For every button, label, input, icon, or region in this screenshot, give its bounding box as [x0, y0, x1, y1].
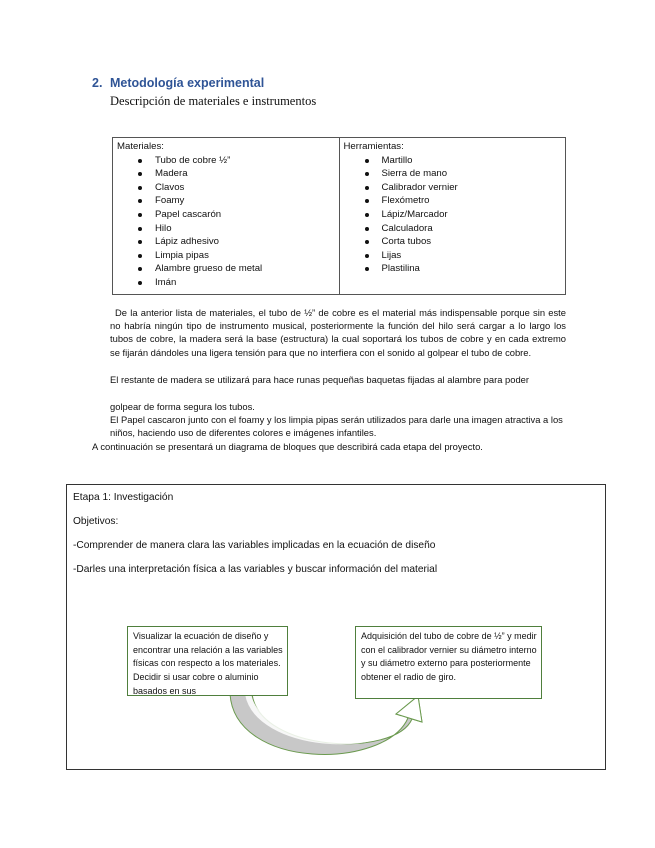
- tools-list-item: Martillo: [344, 154, 562, 168]
- tools-list-item: Flexómetro: [344, 194, 562, 208]
- process-card-left: Visualizar la ecuación de diseño y encontrar una relación a las variables físicas con respecto a los materiales. Decidir si usar cobre o aluminio basados en sus: [127, 626, 288, 696]
- paragraph-decoration: El Papel cascaron junto con el foamy y los limpia pipas serán utilizados para darle una imagen atractiva a los niños, haciendo uso de diferentes colores e imágenes infantiles.: [110, 414, 563, 439]
- materials-header: Materiales:: [117, 141, 164, 152]
- paragraph-wood-use: El restante de madera se utilizará para hace runas pequeñas baquetas fijadas al alambre para poder: [110, 374, 530, 385]
- materials-list-item: Tubo de cobre ½”: [117, 154, 335, 168]
- process-card-right: Adquisición del tubo de cobre de ½” y medir con el calibrador vernier su diámetro interno y su diámetro externo para posteriormente obtener el radio de giro.: [355, 626, 542, 699]
- materials-list-item: Alambre grueso de metal: [117, 262, 335, 276]
- objectives-label: Objetivos:: [73, 516, 119, 527]
- materials-list-item: Madera: [117, 167, 335, 181]
- materials-list-item: Lápiz adhesivo: [117, 235, 335, 249]
- paragraph-materials-description: De la anterior lista de materiales, el tubo de ½” de cobre es el material más indispensable porque sin este no habría ningún tipo de instrumento musical, posteriormente la función del hilo será cargar a lo largo los tubos de cobre, la madera será la base (estructura) la cual soportará los tubos de cobre y en cada extremo se fijarán dándoles una ligera tensión para que no interfiera con el sonido al golpear el tubo de cobre.: [110, 307, 566, 358]
- materials-list-item: Papel cascarón: [117, 208, 335, 222]
- materials-list-item: Clavos: [117, 181, 335, 195]
- paragraph-diagram-intro: A continuación se presentará un diagrama de bloques que describirá cada etapa del proyecto.: [92, 441, 483, 452]
- curved-arrow-body: [230, 694, 422, 754]
- tools-list-item: Calibrador vernier: [344, 181, 562, 195]
- tools-list-item: Lápiz/Marcador: [344, 208, 562, 222]
- materials-list-item: Foamy: [117, 194, 335, 208]
- objective-item-1: -Comprender de manera clara las variables implicadas en la ecuación de diseño: [73, 540, 436, 551]
- paragraph-wood-use-continued: golpear de forma segura los tubos.: [110, 401, 255, 412]
- stage-title: Etapa 1: Investigación: [73, 492, 174, 503]
- curved-arrow-head: [396, 696, 422, 722]
- tools-list-item: Corta tubos: [344, 235, 562, 249]
- section-number: 2.: [92, 76, 103, 90]
- tools-list-item: Sierra de mano: [344, 167, 562, 181]
- section-subtitle: Descripción de materiales e instrumentos: [110, 94, 317, 108]
- materials-list-item: Imán: [117, 276, 335, 290]
- objective-item-2: -Darles una interpretación física a las variables y buscar información del material: [73, 564, 438, 575]
- tools-list-item: Lijas: [344, 249, 562, 263]
- tools-header: Herramientas:: [343, 141, 404, 152]
- materials-list-item: Limpia pipas: [117, 249, 335, 263]
- materials-list-item: Hilo: [117, 222, 335, 236]
- tools-list-item: Plastilina: [344, 262, 562, 276]
- tools-list-item: Calculadora: [344, 222, 562, 236]
- section-title: Metodología experimental: [110, 76, 265, 90]
